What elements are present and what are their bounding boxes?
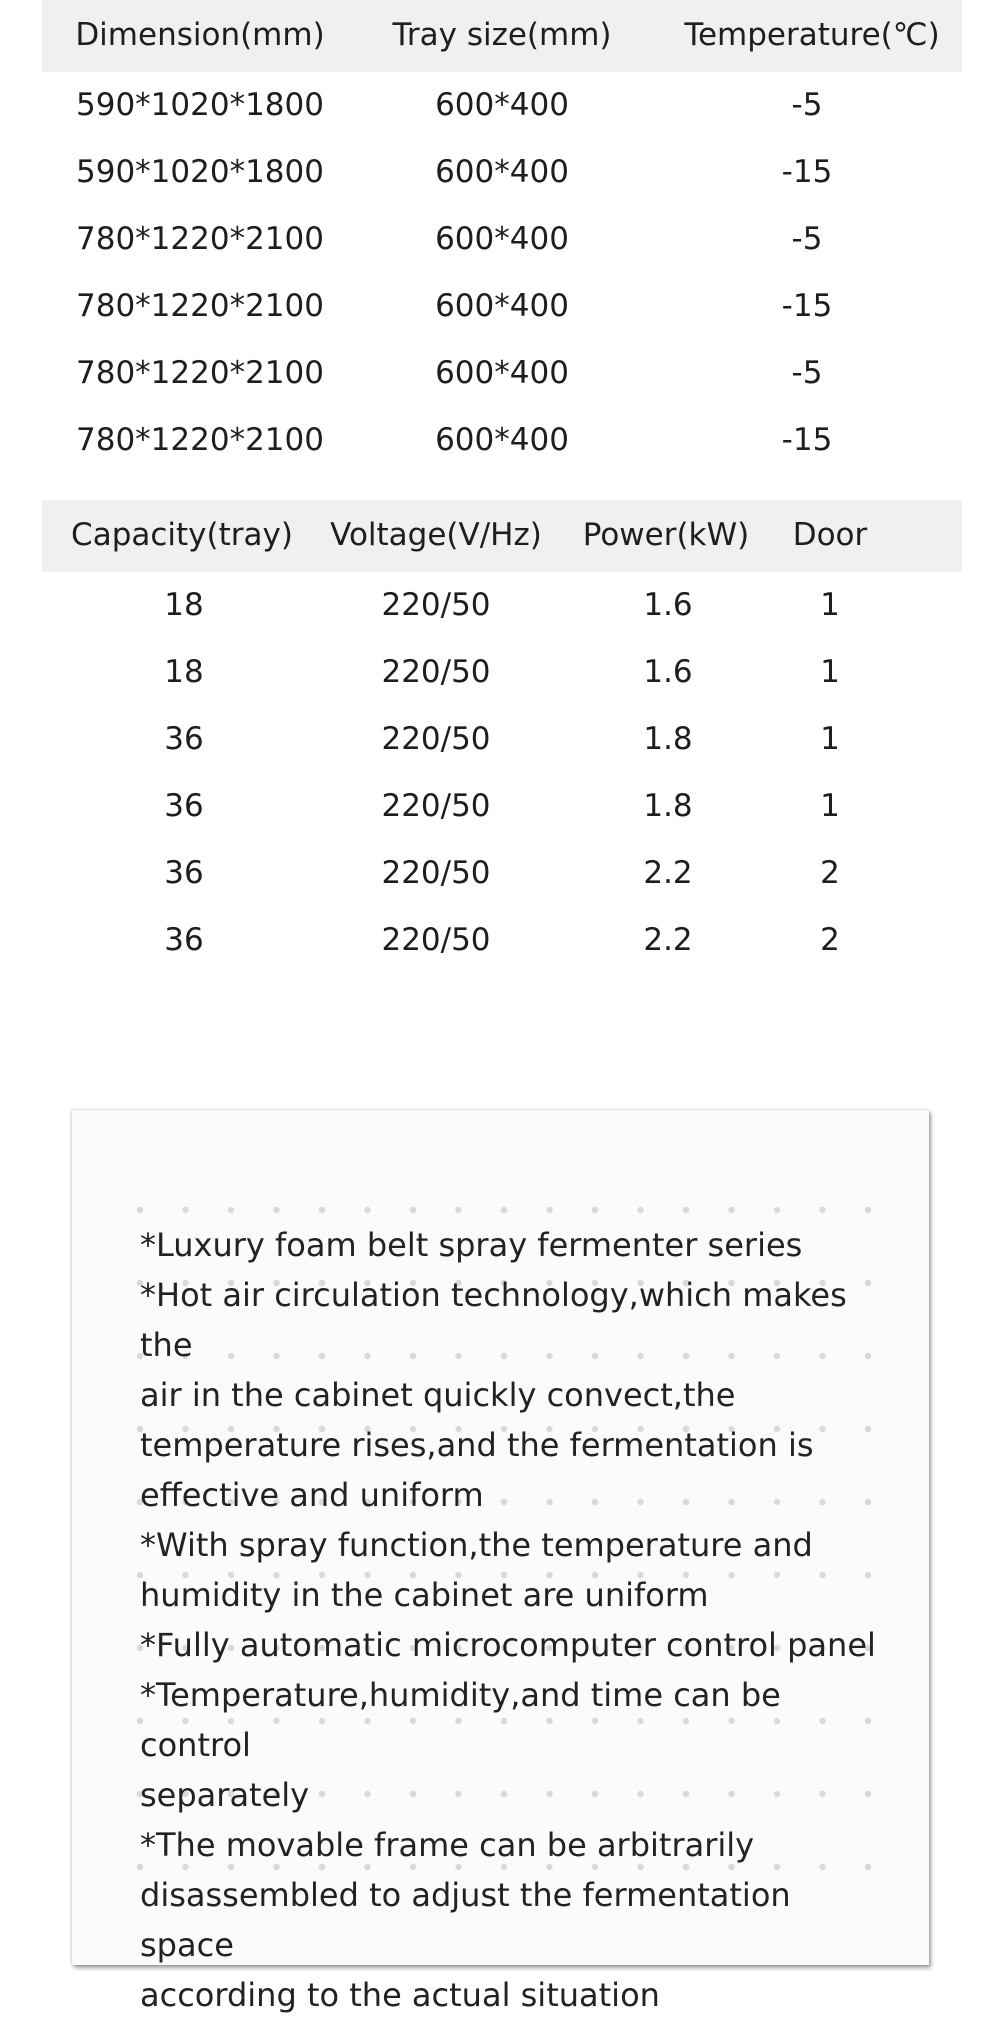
cell-door: 2	[820, 922, 840, 958]
feature-line: *Temperature,humidity,and time can be control	[140, 1676, 781, 1764]
cell-capacity: 36	[164, 721, 204, 757]
cell-tray-size: 600*400	[435, 422, 569, 458]
column-header-capacity: Capacity(tray)	[71, 517, 293, 553]
decor-dot	[319, 1207, 325, 1213]
feature-line: according to the actual situation	[140, 1976, 660, 2014]
feature-line: *With spray function,the temperature and	[140, 1526, 813, 1564]
column-header-power: Power(kW)	[582, 517, 750, 553]
column-header-dimension: Dimension(mm)	[75, 17, 325, 53]
cell-dimension: 780*1220*2100	[76, 221, 324, 257]
cell-power: 1.6	[643, 587, 693, 623]
decor-dot	[228, 1207, 234, 1213]
decor-dot	[273, 1207, 279, 1213]
feature-line: *Hot air circulation technology,which makes the	[140, 1276, 847, 1364]
cell-power: 1.8	[643, 788, 693, 824]
decor-dot	[546, 1207, 552, 1213]
cell-tray-size: 600*400	[435, 355, 569, 391]
cell-door: 2	[820, 855, 840, 891]
decor-dot	[865, 1207, 871, 1213]
cell-capacity: 18	[164, 587, 204, 623]
cell-tray-size: 600*400	[435, 288, 569, 324]
cell-capacity: 36	[164, 788, 204, 824]
cell-dimension: 590*1020*1800	[76, 154, 324, 190]
decor-dot	[501, 1207, 507, 1213]
cell-tray-size: 600*400	[435, 154, 569, 190]
decor-dot	[592, 1207, 598, 1213]
decor-dot	[364, 1207, 370, 1213]
decor-dot	[637, 1207, 643, 1213]
cell-temperature: -5	[791, 221, 823, 257]
decor-dot	[683, 1207, 689, 1213]
decor-dot	[819, 1207, 825, 1213]
cell-capacity: 36	[164, 855, 204, 891]
spec-table-dimensions	[42, 0, 962, 474]
cell-door: 1	[820, 587, 840, 623]
table-row	[42, 340, 962, 407]
feature-line: disassembled to adjust the fermentation space	[140, 1876, 791, 1964]
cell-door: 1	[820, 654, 840, 690]
cell-dimension: 780*1220*2100	[76, 422, 324, 458]
decor-dot	[455, 1207, 461, 1213]
table-row	[42, 773, 962, 840]
cell-dimension: 590*1020*1800	[76, 87, 324, 123]
cell-door: 1	[820, 788, 840, 824]
table-row	[42, 639, 962, 706]
cell-voltage: 220/50	[381, 721, 491, 757]
feature-line: effective and uniform	[140, 1476, 484, 1514]
cell-door: 1	[820, 721, 840, 757]
cell-power: 2.2	[643, 855, 693, 891]
column-header-door: Door	[792, 517, 868, 553]
cell-power: 1.6	[643, 654, 693, 690]
table-row	[42, 907, 962, 974]
cell-power: 2.2	[643, 922, 693, 958]
decor-dot	[137, 1207, 143, 1213]
cell-power: 1.8	[643, 721, 693, 757]
cell-tray-size: 600*400	[435, 221, 569, 257]
table-row	[42, 706, 962, 773]
feature-line: separately	[140, 1776, 310, 1814]
cell-temperature: -15	[781, 154, 833, 190]
cell-temperature: -15	[781, 422, 833, 458]
decor-dot	[182, 1207, 188, 1213]
table-header	[42, 0, 962, 72]
decor-dot	[728, 1207, 734, 1213]
decor-dot	[410, 1207, 416, 1213]
column-header-temperature: Temperature(℃)	[684, 17, 940, 53]
table-row	[42, 206, 962, 273]
cell-dimension: 780*1220*2100	[76, 355, 324, 391]
cell-temperature: -5	[791, 87, 823, 123]
cell-voltage: 220/50	[381, 788, 491, 824]
cell-capacity: 36	[164, 922, 204, 958]
cell-dimension: 780*1220*2100	[76, 288, 324, 324]
feature-line: *The movable frame can be arbitrarily	[140, 1826, 755, 1864]
cell-voltage: 220/50	[381, 654, 491, 690]
feature-list	[140, 1220, 880, 2020]
cell-temperature: -5	[791, 355, 823, 391]
cell-tray-size: 600*400	[435, 87, 569, 123]
table-row	[42, 139, 962, 206]
feature-line: humidity in the cabinet are uniform	[140, 1576, 709, 1614]
cell-voltage: 220/50	[381, 855, 491, 891]
feature-line: *Luxury foam belt spray fermenter series	[140, 1226, 803, 1264]
decor-dot	[774, 1207, 780, 1213]
feature-line: air in the cabinet quickly convect,the	[140, 1376, 736, 1414]
table-row	[42, 572, 962, 639]
cell-temperature: -15	[781, 288, 833, 324]
cell-voltage: 220/50	[381, 922, 491, 958]
table-row	[42, 273, 962, 340]
table-row	[42, 840, 962, 907]
cell-voltage: 220/50	[381, 587, 491, 623]
column-header-tray-size: Tray size(mm)	[392, 17, 612, 53]
cell-capacity: 18	[164, 654, 204, 690]
spec-table-capacity	[42, 500, 962, 974]
table-header	[42, 500, 962, 572]
feature-card	[72, 1110, 929, 2014]
feature-line: temperature rises,and the fermentation is	[140, 1426, 814, 1464]
column-header-voltage: Voltage(V/Hz)	[330, 517, 542, 553]
table-row	[42, 72, 962, 139]
feature-line: *Fully automatic microcomputer control panel	[140, 1626, 876, 1664]
table-row	[42, 407, 962, 474]
